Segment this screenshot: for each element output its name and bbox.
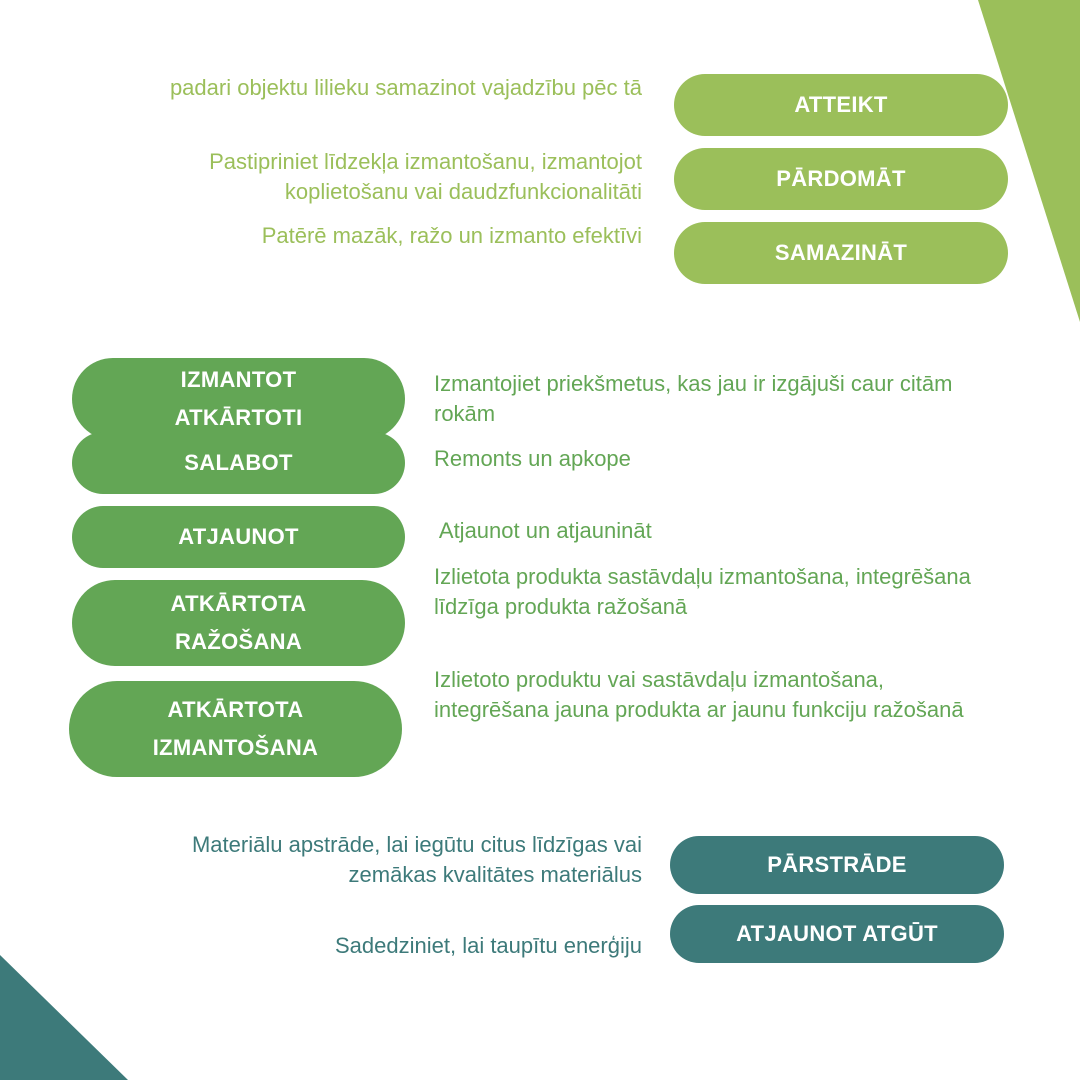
atteikt-label: ATTEIKT <box>674 74 1008 136</box>
description-izmantot-atkartoti: Izmantojiet priekšmetus, kas jau ir izgājuši caur citām rokām <box>434 371 953 426</box>
samazinat-label: SAMAZINĀT <box>674 222 1008 284</box>
atjaunot-atgut-label: ATJAUNOT ATGŪT <box>670 905 1004 963</box>
description-atjaunot-atgut: Sadedziniet, lai taupītu enerģiju <box>335 933 642 958</box>
parstrade-label: PĀRSTRĀDE <box>670 836 1004 894</box>
salabot-label: SALABOT <box>72 432 405 494</box>
atkartota-razosana-label: ATKĀRTOTA RAŽOŠANA <box>72 580 405 666</box>
description-atkartota-izmantosana: Izlietoto produktu vai sastāvdaļu izmantošana, integrēšana jauna produkta ar jaunu funkciju ražošanā <box>434 667 964 722</box>
atjaunot-label: ATJAUNOT <box>72 506 405 568</box>
description-atteikt: padari objektu lilieku samazinot vajadzību pēc tā <box>169 75 642 100</box>
pardomat-label: PĀRDOMĀT <box>674 148 1008 210</box>
description-parstrade: Materiālu apstrāde, lai iegūtu citus līdzīgas vai zemākas kvalitātes materiālus <box>191 832 642 887</box>
bottom-left-triangle <box>0 955 128 1080</box>
description-samazinat: Patērē mazāk, ražo un izmanto efektīvi <box>261 223 642 248</box>
description-salabot: Remonts un apkope <box>434 446 631 471</box>
description-pardomat: Pastipriniet līdzekļa izmantošanu, izmantojot koplietošanu vai daudzfunkcionalitāti <box>209 149 642 204</box>
atkartota-izmantosana-label: ATKĀRTOTA IZMANTOŠANA <box>69 681 402 777</box>
description-atjaunot: Atjaunot un atjaunināt <box>434 518 652 543</box>
description-atkartota-razosana: Izlietota produkta sastāvdaļu izmantošana, integrēšana līdzīga produkta ražošanā <box>434 564 971 619</box>
izmantot-atkartoti-label: IZMANTOT ATKĀRTOTI <box>72 358 405 440</box>
